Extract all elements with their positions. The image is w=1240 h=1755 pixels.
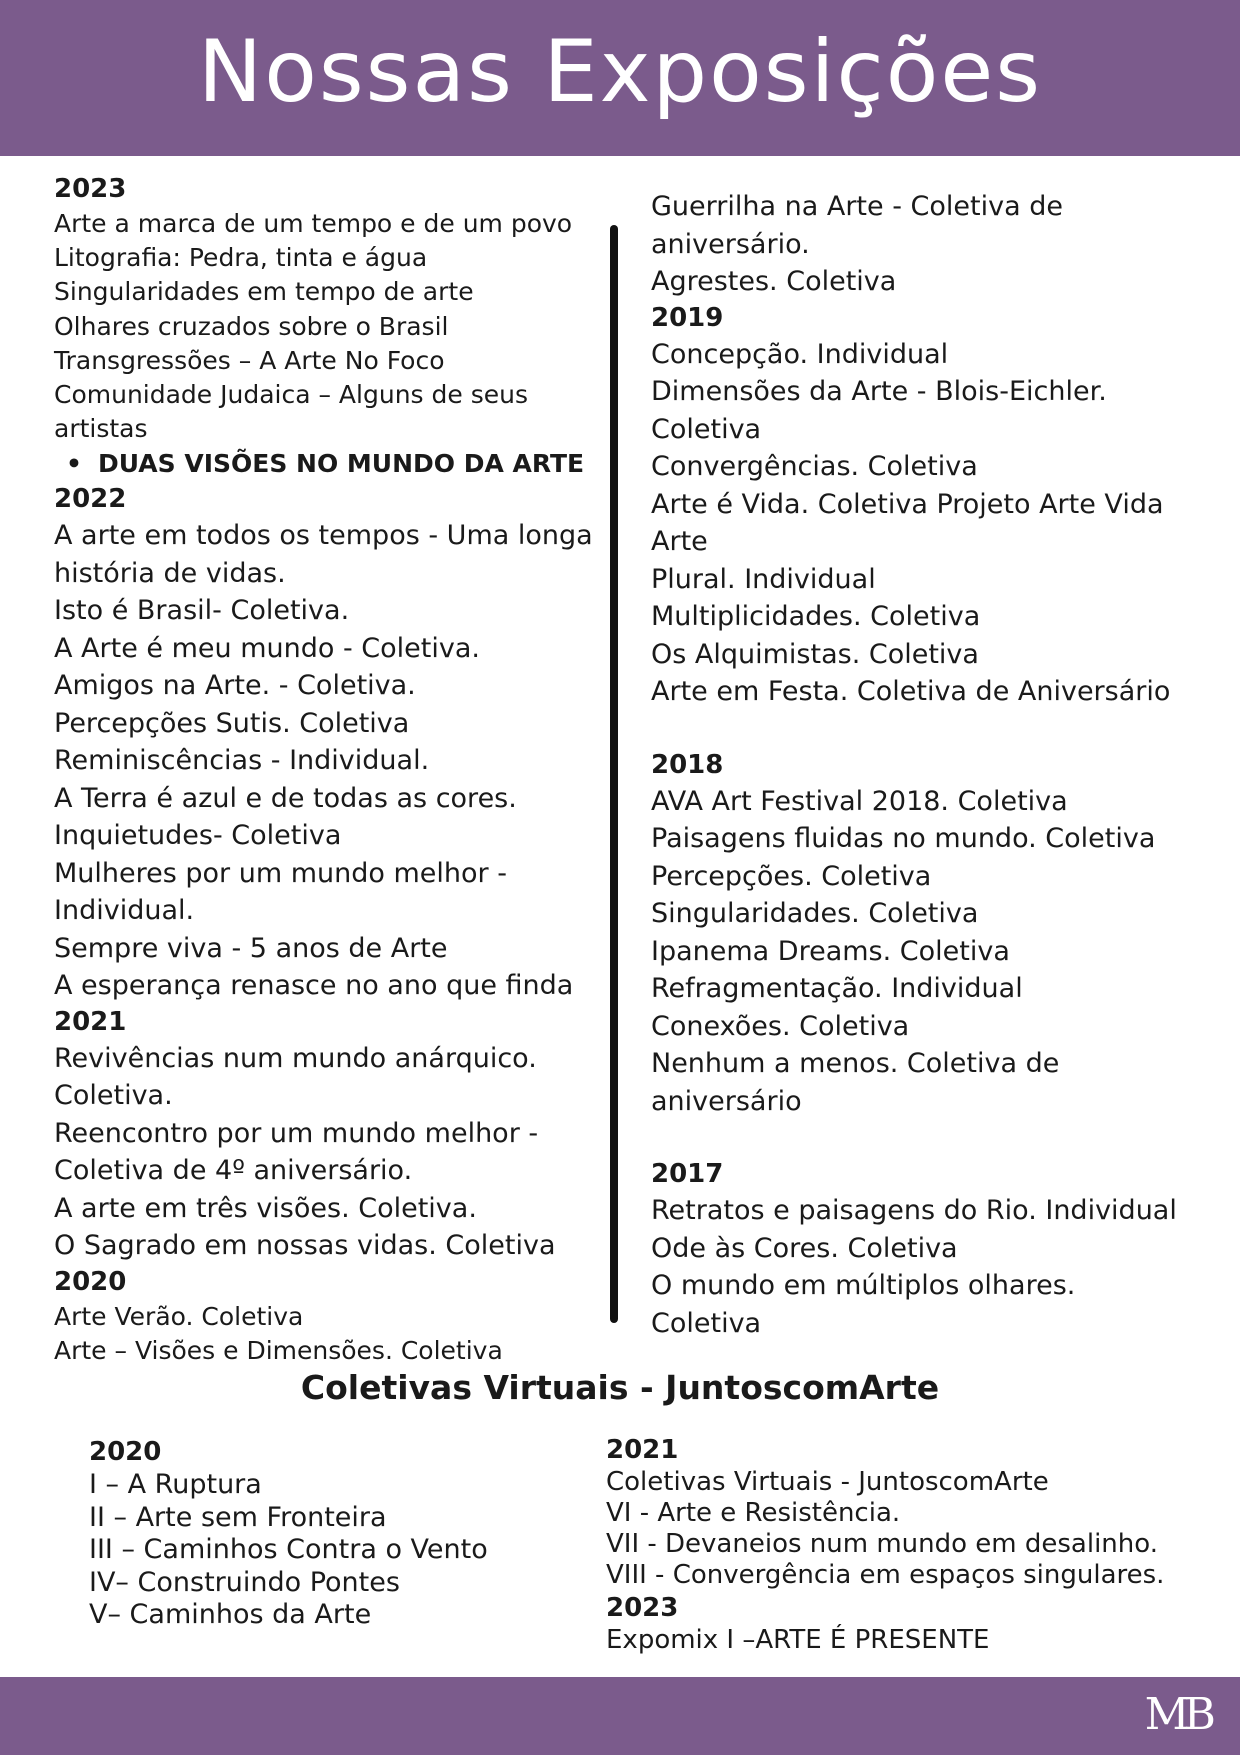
spacer xyxy=(651,1120,1211,1157)
virtual-item: IV– Construindo Pontes xyxy=(89,1566,400,1598)
virtual-item: I – A Ruptura xyxy=(89,1469,262,1500)
exhibition-item: O mundo em múltiplos olhares. xyxy=(651,1270,1076,1301)
year-heading-2021: 2021 xyxy=(54,1006,127,1037)
year-heading-2018: 2018 xyxy=(651,749,724,780)
exhibition-item: Percepções. Coletiva xyxy=(651,860,932,892)
exhibition-item: Singularidades. Coletiva xyxy=(651,898,979,929)
exhibition-item: A arte em três visões. Coletiva. xyxy=(54,1192,477,1224)
exhibition-item: A Arte é meu mundo - Coletiva. xyxy=(54,632,480,664)
exhibition-item: Agrestes. Coletiva xyxy=(651,266,897,297)
exhibition-item: Litografia: Pedra, tinta e água xyxy=(54,243,428,273)
virtual-item: VIII - Convergência em espaços singulares. xyxy=(606,1560,1165,1590)
exhibition-item: Ode às Cores. Coletiva xyxy=(651,1232,958,1264)
exhibition-item: A arte em todos os tempos - Uma longa xyxy=(54,520,593,552)
exhibition-item: Convergências. Coletiva xyxy=(651,451,978,482)
exhibition-item: Arte – Visões e Dimensões. Coletiva xyxy=(54,1336,503,1366)
exhibition-item: Inquietudes- Coletiva xyxy=(54,820,342,852)
exhibition-item: Reminiscências - Individual. xyxy=(54,745,430,777)
virtual-section-title: Coletivas Virtuais - JuntoscomArte xyxy=(300,1368,940,1407)
year-heading-2017: 2017 xyxy=(651,1159,724,1189)
exhibition-item: Singularidades em tempo de arte xyxy=(54,277,474,307)
exhibition-item: Transgressões – A Arte No Foco xyxy=(54,345,445,375)
header-banner xyxy=(0,0,1240,156)
year-heading-2020: 2020 xyxy=(54,1266,127,1297)
exhibition-item: Arte xyxy=(651,526,708,557)
exhibition-item: Nenhum a menos. Coletiva de xyxy=(651,1048,1060,1079)
exhibition-item: Ipanema Dreams. Coletiva xyxy=(651,935,1010,967)
virtual-year-2020: 2020 xyxy=(89,1437,162,1467)
exhibition-item: Plural. Individual xyxy=(651,563,876,595)
exhibition-item: Arte em Festa. Coletiva de Aniversário xyxy=(651,676,1171,707)
bullet-dot-icon: • xyxy=(66,449,82,479)
exhibition-item: Amigos na Arte. - Coletiva. xyxy=(54,670,416,702)
exhibition-item: Coletiva. xyxy=(54,1080,173,1112)
exhibition-item: Olhares cruzados sobre o Brasil xyxy=(54,311,449,341)
exhibition-item: Arte a marca de um tempo e de um povo xyxy=(54,209,573,238)
exhibition-item: Retratos e paisagens do Rio. Individual xyxy=(651,1195,1177,1226)
exhibition-item: A Terra é azul e de todas as cores. xyxy=(54,782,517,814)
page-title: Nossas Exposições xyxy=(197,22,1043,122)
exhibition-item: Isto é Brasil- Coletiva. xyxy=(54,595,350,627)
virtual-item: II – Arte sem Fronteira xyxy=(89,1501,387,1533)
exhibition-item: Coletiva xyxy=(651,413,762,445)
exhibition-item: Os Alquimistas. Coletiva xyxy=(651,638,979,670)
exhibition-item: Sempre viva - 5 anos de Arte xyxy=(54,932,448,964)
column-divider xyxy=(610,225,618,1323)
bullet-item xyxy=(54,446,614,482)
year-heading-2022: 2022 xyxy=(54,484,127,515)
exhibitions-left-column xyxy=(54,172,614,1368)
exhibition-item: Percepções Sutis. Coletiva xyxy=(54,707,410,739)
virtual-year-2021: 2021 xyxy=(606,1435,679,1465)
year-heading-2019: 2019 xyxy=(651,302,724,333)
virtual-item: III – Caminhos Contra o Vento xyxy=(89,1534,488,1565)
mb-logo: MB xyxy=(1144,1689,1210,1740)
exhibition-item: Refragmentação. Individual xyxy=(651,973,1023,1004)
exhibition-item: Multiplicidades. Coletiva xyxy=(651,601,981,632)
exhibition-item: Reencontro por um mundo melhor - xyxy=(54,1117,539,1149)
exhibition-item: Guerrilha na Arte - Coletiva de xyxy=(651,191,1063,222)
exhibition-item: Coletiva de 4º aniversário. xyxy=(54,1155,413,1187)
virtual-item: VII - Devaneios num mundo em desalinho. xyxy=(606,1529,1158,1559)
exhibition-item: AVA Art Festival 2018. Coletiva xyxy=(651,785,1068,817)
exhibition-item: aniversário. xyxy=(651,228,810,260)
exhibition-item: Concepção. Individual xyxy=(651,338,949,370)
virtual-item: V– Caminhos da Arte xyxy=(89,1599,372,1630)
exhibition-item: Comunidade Judaica – Alguns de seus xyxy=(54,380,528,410)
exhibition-item: O Sagrado em nossas vidas. Coletiva xyxy=(54,1230,556,1262)
footer-banner xyxy=(0,1677,1240,1755)
exhibition-item: Coletiva xyxy=(651,1307,762,1339)
virtual-left-column xyxy=(89,1435,569,1632)
virtual-item: Expomix I –ARTE É PRESENTE xyxy=(606,1625,990,1655)
exhibition-item: Mulheres por um mundo melhor - xyxy=(54,857,507,889)
virtual-year-2023: 2023 xyxy=(606,1593,679,1623)
exhibition-item: aniversário xyxy=(651,1085,802,1117)
exhibition-item: artistas xyxy=(54,414,148,444)
exhibition-item: Revivências num mundo anárquico. xyxy=(54,1042,537,1074)
exhibition-item: Individual. xyxy=(54,895,195,927)
virtual-right-column xyxy=(606,1433,1226,1656)
exhibition-item: Conexões. Coletiva xyxy=(651,1010,910,1042)
exhibition-item: história de vidas. xyxy=(54,557,286,589)
exhibitions-right-column xyxy=(651,188,1211,1342)
virtual-item: VI - Arte e Resistência. xyxy=(606,1498,901,1528)
year-heading-2023: 2023 xyxy=(54,174,127,204)
spacer xyxy=(651,711,1211,748)
exhibition-item: A esperança renasce no ano que finda xyxy=(54,970,574,1002)
exhibition-item: Arte Verão. Coletiva xyxy=(54,1301,304,1331)
bullet-text: DUAS VISÕES NO MUNDO DA ARTE xyxy=(98,449,585,479)
exhibition-item: Dimensões da Arte - Blois-Eichler. xyxy=(651,376,1107,407)
virtual-item: Coletivas Virtuais - JuntoscomArte xyxy=(606,1467,1049,1497)
exhibition-item: Arte é Vida. Coletiva Projeto Arte Vida xyxy=(651,488,1164,520)
exhibition-item: Paisagens fluidas no mundo. Coletiva xyxy=(651,823,1156,854)
